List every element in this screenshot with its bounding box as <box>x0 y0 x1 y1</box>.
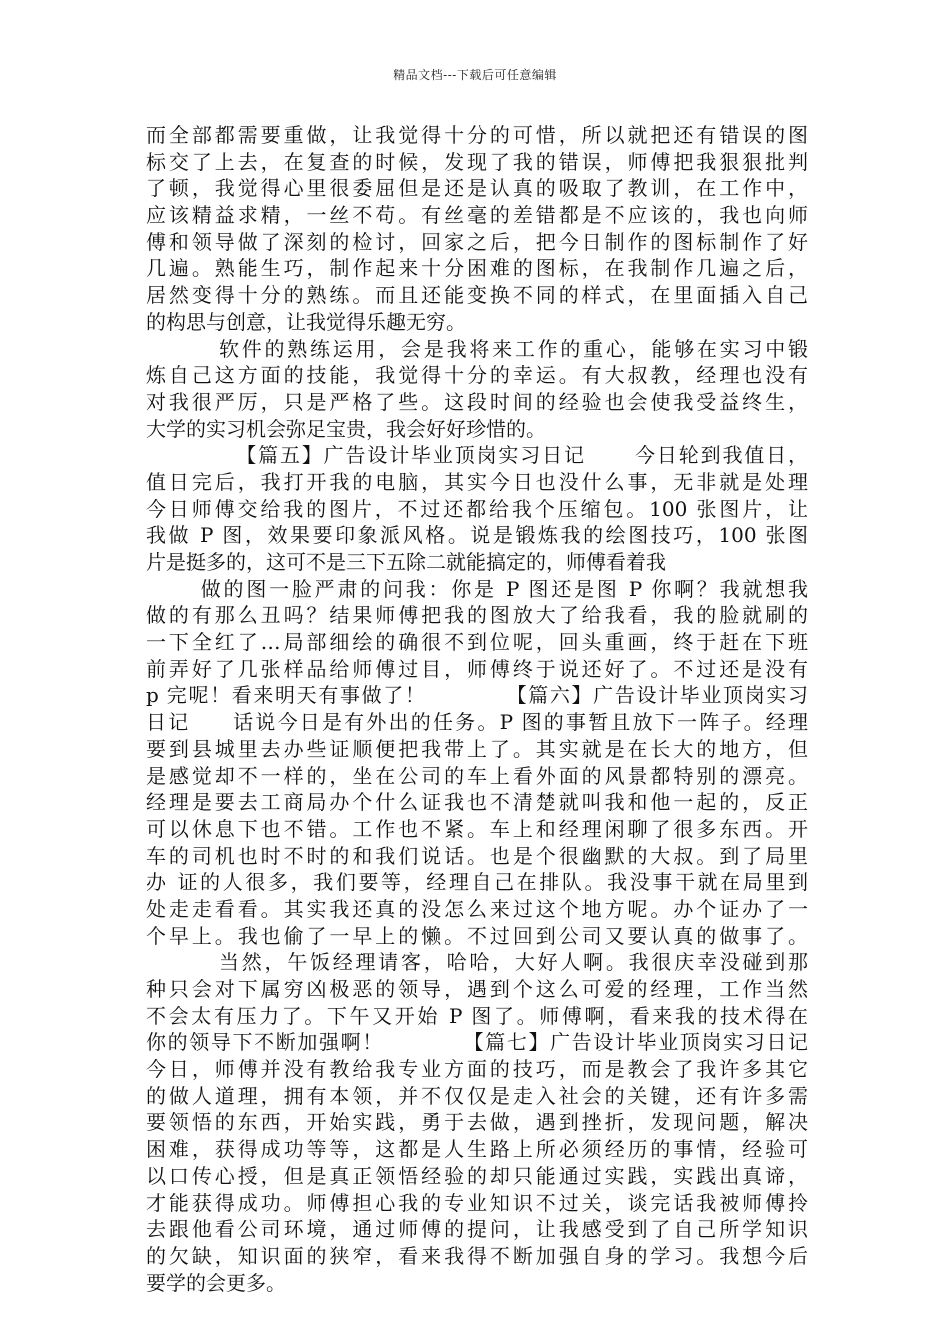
text-line: 做的有那么丑吗？结果师傅把我的图放大了给我看，我的脸就刷的 <box>146 603 808 628</box>
text-line: 才能获得成功。师傅担心我的专业知识不过关，谈完话我被师傅拎 <box>146 1190 808 1215</box>
text-line: 今日师傅交给我的图片，不过还都给我个压缩包。100 张图片，让 <box>146 496 808 521</box>
text-line: 种只会对下属穷凶极恶的领导，遇到个这么可爱的经理，工作当然 <box>146 977 808 1001</box>
text-line: 办 证的人很多，我们要等，经理自己在排队。我没事干就在局里到 <box>146 870 808 895</box>
text-line: 软件的熟练运用，会是我将来工作的重心，能够在实习中锻 <box>146 336 808 361</box>
text-line: 去跟他看公司环境，通过师傅的提问，让我感受到了自己所学知识 <box>146 1217 808 1242</box>
text-line: 值日完后，我打开我的电脑，其实今日也没什么事，无非就是处理 <box>146 469 808 494</box>
text-line: 经理是要去工商局办个什么证我也不清楚就叫我和他一起的，反正 <box>146 790 808 815</box>
text-line: 的做人道理，拥有本领，并不仅仅是走入社会的关键，还有许多需 <box>146 1083 808 1108</box>
text-line: 前弄好了几张样品给师傅过目，师傅终于说还好了。不过还是没有 <box>146 656 808 681</box>
text-line: 而全部都需要重做，让我觉得十分的可惜，所以就把还有错误的图 <box>146 123 808 147</box>
text-line: 不会太有压力了。下午又开始 P 图了。师傅啊，看来我的技术得在 <box>146 1003 808 1028</box>
text-line: 的欠缺，知识面的狭窄，看来我得不断加强自身的学习。我想今后 <box>146 1243 808 1268</box>
text-line: 以口传心授，但是真正领悟经验的却只能通过实践，实践出真谛， <box>146 1163 808 1188</box>
text-line: 片是挺多的，这可不是三下五除二就能搞定的，师傅看着我 <box>146 550 666 574</box>
text-line: 要领悟的东西，开始实践，勇于去做，遇到挫折，发现问题，解决 <box>146 1110 808 1135</box>
text-line: 是感觉却不一样的，坐在公司的车上看外面的风景都特别的漂亮。 <box>146 763 808 788</box>
text-line: 一下全红了…局部细绘的确很不到位呢，回头重画，终于赶在下班 <box>146 630 808 655</box>
text-line: 了顿，我觉得心里很委屈但是还是认真的吸取了教训，在工作中， <box>146 176 808 201</box>
text-line: 的构思与创意，让我觉得乐趣无穷。 <box>146 309 466 334</box>
text-line: 几遍。熟能生巧，制作起来十分困难的图标，在我制作几遍之后， <box>146 256 808 281</box>
text-line: 今日，师傅并没有教给我专业方面的技巧，而是教会了我许多其它 <box>146 1057 808 1082</box>
text-line: 当然，午饭经理请客，哈哈，大好人啊。我很庆幸没碰到那 <box>146 950 808 975</box>
text-line: 大学的实习机会弥足宝贵，我会好好珍惜的。 <box>146 416 546 441</box>
text-line: 日记 话说今日是有外出的任务。P 图的事暂且放下一阵子。经理 <box>146 710 808 735</box>
text-line: 个早上。我也偷了一早上的懒。不过回到公司又要认真的做事了。 <box>146 923 808 948</box>
text-line: 我做 P 图，效果要印象派风格。说是锻炼我的绘图技巧，100 张图 <box>146 523 808 548</box>
text-line: 车的司机也时不时的和我们说话。也是个很幽默的大叔。到了局里 <box>146 843 808 868</box>
text-line: 应该精益求精，一丝不苟。有丝毫的差错都是不应该的，我也向师 <box>146 203 808 228</box>
text-line: 可以休息下也不错。工作也不紧。车上和经理闲聊了很多东西。开 <box>146 816 808 841</box>
text-line: 做的图一脸严肃的问我：你是 P 图还是图 P 你啊？我就想我 <box>146 576 808 601</box>
text-line: 处走走看看。其实我还真的没怎么来过这个地方呢。办个证办了一 <box>146 896 808 921</box>
text-line: p 完呢！看来明天有事做了！ 【篇六】广告设计毕业顶岗实习 <box>146 683 808 708</box>
text-line: 困难，获得成功等等，这都是人生路上所必须经历的事情，经验可 <box>146 1137 808 1162</box>
document-body <box>146 122 808 1296</box>
text-line: 你的领导下不断加强啊！ 【篇七】广告设计毕业顶岗实习日记 <box>146 1030 808 1055</box>
text-line: 炼自己这方面的技能，我觉得十分的幸运。有大叔教，经理也没有 <box>146 363 808 388</box>
text-line: 要到县城里去办些证顺便把我带上了。其实就是在长大的地方，但 <box>146 736 808 761</box>
text-line: 【篇五】广告设计毕业顶岗实习日记 今日轮到我值日， <box>146 443 808 468</box>
text-line: 居然变得十分的熟练。而且还能变换不同的样式，在里面插入自己 <box>146 283 808 308</box>
text-line: 标交了上去，在复查的时候，发现了我的错误，师傅把我狠狠批判 <box>146 149 808 174</box>
text-line: 傅和领导做了深刻的检讨，回家之后，把今日制作的图标制作了好 <box>146 229 808 254</box>
text-line: 要学的会更多。 <box>146 1270 286 1295</box>
text-line: 对我很严厉，只是严格了些。这段时间的经验也会使我受益终生， <box>146 389 808 414</box>
page-header: 精品文档---下载后可任意编辑 <box>393 68 557 82</box>
